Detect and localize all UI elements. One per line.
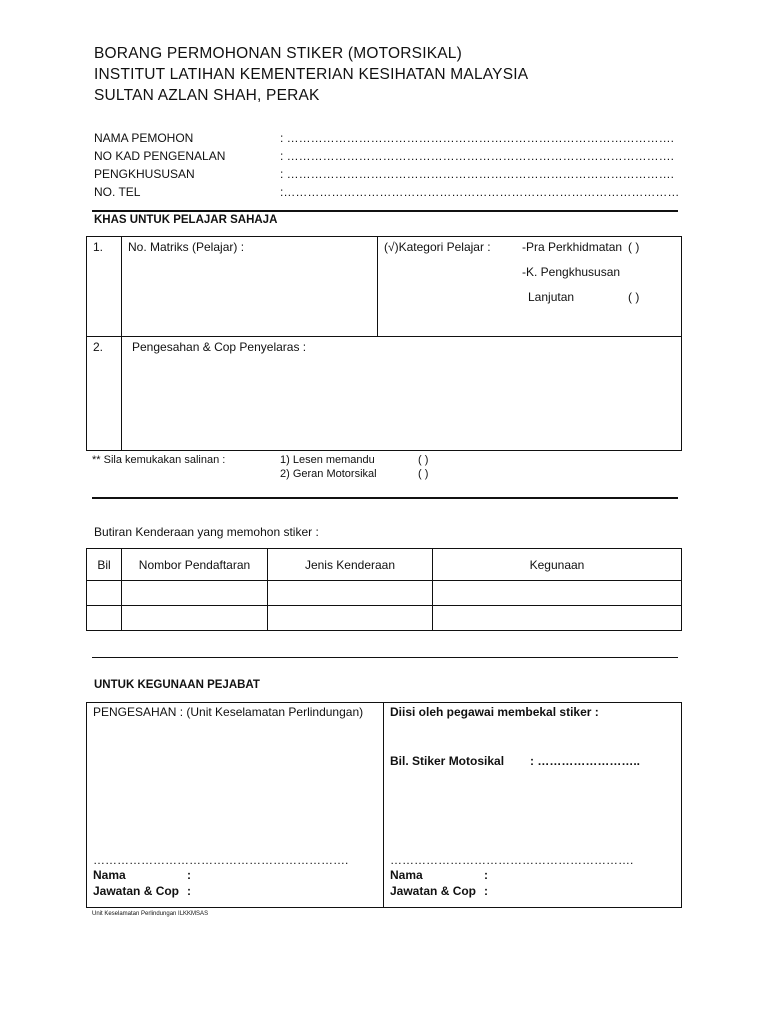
header-usage: Kegunaan [433, 549, 682, 581]
signature-line: ……………………………………………………. [390, 853, 634, 867]
copies-note-label: ** Sila kemukakan salinan : [92, 454, 226, 466]
category-label: (√)Kategori Pelajar : [384, 240, 491, 254]
sticker-issuer-cell[interactable] [384, 703, 682, 908]
sticker-count-label: Bil. Stiker Motosikal [390, 754, 505, 768]
matrix-label: No. Matriks (Pelajar) : [128, 240, 245, 254]
divider [92, 210, 678, 212]
category-option-pre-service: -Pra Perkhidmatan [522, 240, 623, 254]
vehicle-table [86, 548, 682, 631]
ic-number-label: NO KAD PENGENALAN [94, 149, 226, 163]
cell-bil[interactable] [87, 606, 122, 631]
cell-vehicle-type[interactable] [268, 606, 433, 631]
name-label: Nama [93, 868, 126, 882]
copy-grant-checkbox[interactable]: ( ) [418, 468, 429, 480]
office-table [86, 702, 682, 908]
cell-registration[interactable] [122, 606, 268, 631]
student-table [86, 236, 682, 451]
matrix-cell[interactable] [122, 237, 378, 337]
row-number: 2. [93, 340, 104, 354]
divider [92, 657, 678, 658]
institute-location: SULTAN AZLAN SHAH, PERAK [94, 87, 320, 104]
position-colon: : [187, 884, 191, 898]
endorsement-label: Pengesahan & Cop Penyelaras : [132, 340, 307, 354]
table-row [87, 581, 682, 606]
row-number-cell [87, 237, 122, 337]
position-label: Jawatan & Cop [390, 884, 477, 898]
cell-bil[interactable] [87, 581, 122, 606]
row-number-cell [87, 337, 122, 451]
position-label: Jawatan & Cop [93, 884, 180, 898]
student-section-title: KHAS UNTUK PELAJAR SAHAJA [94, 214, 278, 226]
row-number: 1. [93, 240, 104, 254]
category-option-post-basic-cont: Lanjutan [528, 290, 575, 304]
sticker-count-field[interactable]: : …………………….. [530, 754, 640, 768]
ic-number-field[interactable]: : ……………………………………………………………………………………. [280, 149, 675, 163]
table-row [87, 703, 682, 908]
pre-service-checkbox[interactable]: ( ) [628, 240, 640, 254]
table-row [87, 237, 682, 337]
header-vehicle-type: Jenis Kenderaan [268, 549, 433, 581]
phone-field[interactable]: :……………………………………………………………………………………… [280, 185, 680, 199]
name-colon: : [187, 868, 191, 882]
header-bil: Bil [87, 549, 122, 581]
applicant-name-field[interactable]: : ……………………………………………………………………………………. [280, 131, 675, 145]
category-option-post-basic: -K. Pengkhususan [522, 265, 621, 279]
table-header-row [87, 549, 682, 581]
phone-label: NO. TEL [94, 185, 141, 199]
header-registration: Nombor Pendaftaran [122, 549, 268, 581]
sticker-issuer-title: Diisi oleh pegawai membekal stiker : [390, 705, 599, 719]
copy-license-checkbox[interactable]: ( ) [418, 454, 429, 466]
name-label: Nama [390, 868, 423, 882]
category-cell [378, 237, 682, 337]
copy-grant-label: 2) Geran Motorsikal [280, 468, 377, 480]
form-title: BORANG PERMOHONAN STIKER (MOTORSIKAL) [94, 45, 462, 62]
cell-usage[interactable] [433, 606, 682, 631]
office-section-title: UNTUK KEGUNAAN PEJABAT [94, 679, 260, 691]
security-endorsement-cell[interactable] [87, 703, 384, 908]
table-row [87, 606, 682, 631]
cell-usage[interactable] [433, 581, 682, 606]
security-endorsement-title: PENGESAHAN : (Unit Keselamatan Perlindungan) [93, 705, 364, 719]
endorsement-cell[interactable] [122, 337, 682, 451]
cell-registration[interactable] [122, 581, 268, 606]
institute-name: INSTITUT LATIHAN KEMENTERIAN KESIHATAN MALAYSIA [94, 66, 529, 83]
position-colon: : [484, 884, 488, 898]
specialization-field[interactable]: : ……………………………………………………………………………………. [280, 167, 675, 181]
name-colon: : [484, 868, 488, 882]
applicant-name-label: NAMA PEMOHON [94, 131, 194, 145]
specialization-label: PENGKHUSUSAN [94, 167, 195, 181]
copy-license-label: 1) Lesen memandu [280, 454, 375, 466]
post-basic-checkbox[interactable]: ( ) [628, 290, 640, 304]
signature-line: ………………………………………………………. [93, 853, 349, 867]
vehicle-section-title: Butiran Kenderaan yang memohon stiker : [94, 525, 319, 539]
divider [92, 497, 678, 499]
table-row [87, 337, 682, 451]
cell-vehicle-type[interactable] [268, 581, 433, 606]
footer-note: Unit Keselamatan Perlindungan ILKKMSAS [92, 911, 209, 917]
